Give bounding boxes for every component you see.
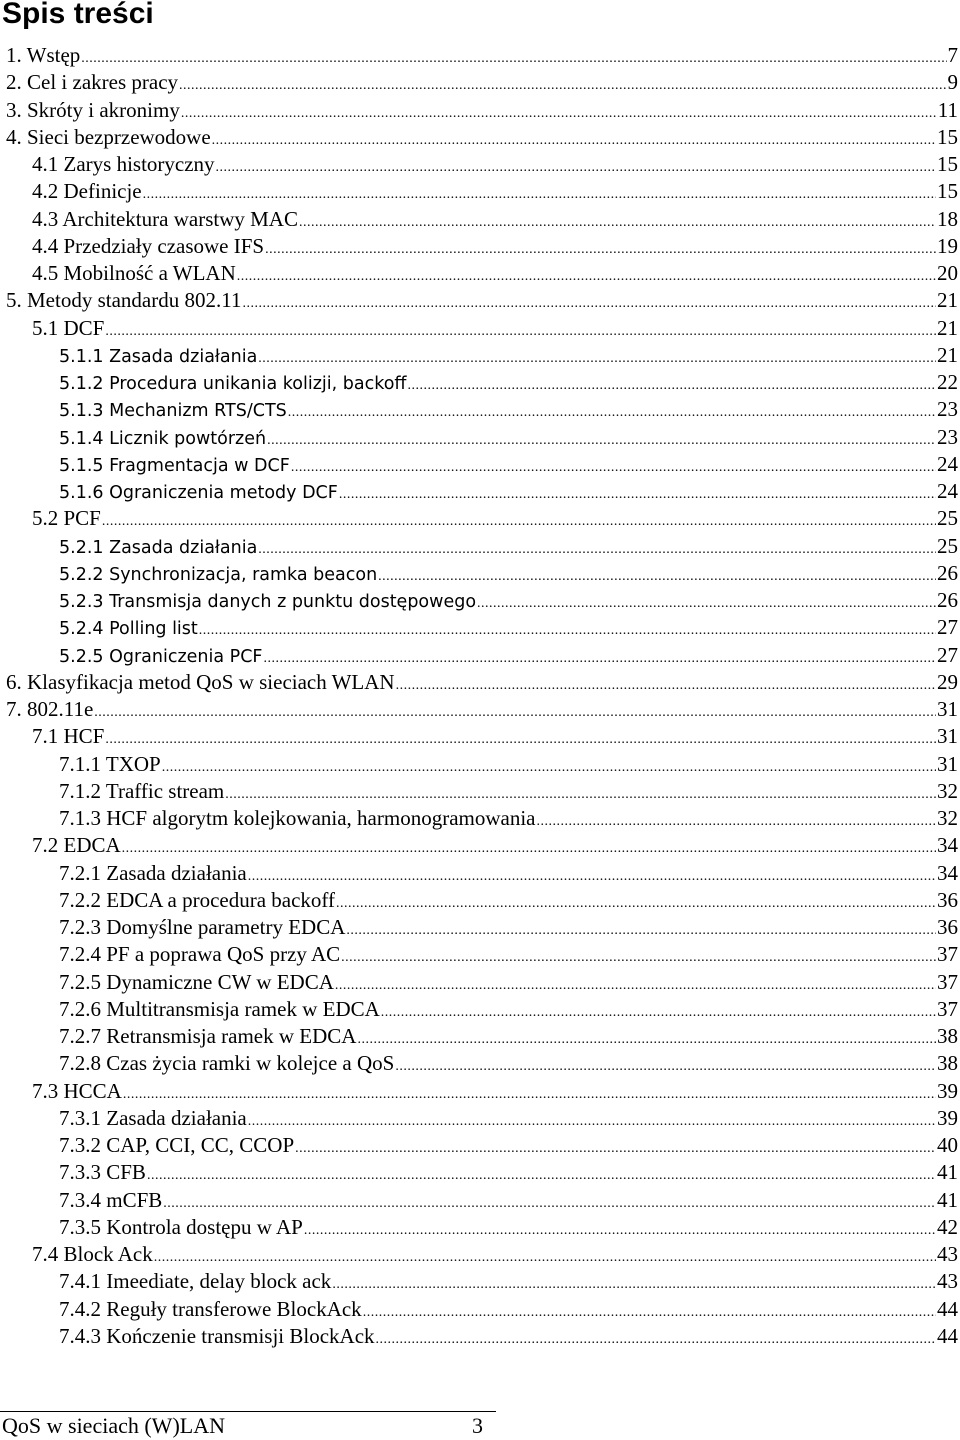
toc-entry[interactable] bbox=[0, 260, 960, 287]
toc-entry[interactable] bbox=[0, 369, 960, 396]
toc-dot-leader bbox=[378, 563, 936, 590]
toc-entry[interactable] bbox=[0, 751, 960, 778]
toc-entry-title: 7.3.1 Zasada działania bbox=[59, 1105, 247, 1130]
toc-entry-page: 37 bbox=[937, 942, 958, 967]
toc-entry-page: 42 bbox=[937, 1214, 958, 1239]
toc-entry[interactable] bbox=[0, 669, 960, 696]
toc-entry-page: 15 bbox=[937, 179, 958, 204]
toc-entry-title: 7.1.2 Traffic stream bbox=[59, 778, 225, 803]
toc-entry-page: 25 bbox=[937, 533, 958, 558]
toc-entry-page: 43 bbox=[937, 1269, 958, 1294]
toc-entry-page: 34 bbox=[937, 860, 958, 885]
toc-entry[interactable] bbox=[0, 69, 960, 96]
toc-entry[interactable] bbox=[0, 1159, 960, 1186]
toc-entry-title: 7.2.2 EDCA a procedura backoff bbox=[59, 887, 336, 912]
toc-entry-title: 7.3.5 Kontrola dostępu w AP bbox=[59, 1214, 303, 1239]
toc-entry-title: 5.1 DCF bbox=[32, 315, 105, 340]
toc-entry-title: 4.2 Definicje bbox=[32, 179, 142, 204]
toc-entry-title: 2. Cel i zakres pracy bbox=[6, 70, 179, 95]
toc-dot-leader bbox=[105, 318, 936, 345]
toc-dot-leader bbox=[199, 617, 936, 644]
toc-dot-leader bbox=[147, 1162, 936, 1189]
toc-dot-leader bbox=[267, 427, 936, 454]
toc-entry-page: 18 bbox=[937, 206, 958, 231]
toc-entry[interactable] bbox=[0, 778, 960, 805]
toc-entry-page: 9 bbox=[947, 70, 958, 95]
toc-dot-leader bbox=[396, 672, 936, 699]
toc-entry-page: 23 bbox=[937, 397, 958, 422]
toc-entry-title: 7.2.1 Zasada działania bbox=[59, 860, 247, 885]
toc-dot-leader bbox=[181, 100, 937, 127]
toc-entry-title: 7.4.2 Reguły transferowe BlockAck bbox=[59, 1296, 362, 1321]
toc-entry-page: 20 bbox=[937, 261, 958, 285]
toc-entry-page: 44 bbox=[937, 1296, 958, 1321]
toc-dot-leader bbox=[102, 508, 936, 535]
toc-entry-title: 7.2.7 Retransmisja ramek w EDCA bbox=[59, 1024, 357, 1048]
toc-dot-leader bbox=[288, 399, 936, 426]
toc-entry-title: 7.1 HCF bbox=[32, 724, 105, 749]
toc-entry[interactable] bbox=[0, 315, 960, 342]
toc-entry-page: 38 bbox=[937, 1024, 958, 1048]
toc-entry-title: 7.3.2 CAP, CCI, CC, CCOP bbox=[59, 1133, 295, 1157]
toc-entry-title: 5.1.4 Licznik powtórzeń bbox=[59, 428, 267, 449]
toc-entry[interactable] bbox=[0, 505, 960, 532]
footer-document-title: QoS w sieciach (W)LAN bbox=[2, 1413, 225, 1438]
toc-entry[interactable] bbox=[0, 151, 960, 178]
toc-entry[interactable] bbox=[0, 42, 960, 69]
toc-entry-title: 5.1.6 Ograniczenia metody DCF bbox=[59, 483, 338, 503]
toc-entry-title: 5.2.3 Transmisja danych z punktu dostępowego bbox=[59, 592, 477, 612]
toc-entry-page: 36 bbox=[937, 887, 958, 912]
toc-entry[interactable] bbox=[0, 233, 960, 260]
toc-entry[interactable] bbox=[0, 478, 960, 505]
toc-dot-leader bbox=[123, 1081, 936, 1108]
toc-entry[interactable] bbox=[0, 1214, 960, 1241]
toc-entry-page: 31 bbox=[937, 751, 958, 776]
toc-entry-page: 27 bbox=[937, 642, 958, 667]
toc-entry-title: 6. Klasyfikacja metod QoS w sieciach WLAN bbox=[6, 669, 395, 694]
toc-entry-title: 7.2.4 PF a poprawa QoS przy AC bbox=[59, 942, 341, 967]
toc-entry[interactable] bbox=[0, 887, 960, 914]
toc-entry[interactable] bbox=[0, 1105, 960, 1132]
toc-entry-page: 24 bbox=[937, 479, 958, 503]
toc-dot-leader bbox=[216, 154, 936, 181]
toc-dot-leader bbox=[248, 1108, 936, 1135]
toc-dot-leader bbox=[304, 1217, 936, 1244]
toc-entry-page: 38 bbox=[937, 1051, 958, 1076]
toc-entry-page: 15 bbox=[937, 152, 958, 176]
toc-entry-title: 5.1.5 Fragmentacja w DCF bbox=[59, 455, 290, 476]
toc-entry[interactable] bbox=[0, 533, 960, 560]
toc-dot-leader bbox=[376, 1326, 936, 1353]
toc-entry-page: 36 bbox=[937, 915, 958, 939]
toc-entry-title: 1. Wstęp bbox=[6, 43, 81, 67]
toc-entry[interactable] bbox=[0, 396, 960, 423]
toc-entry[interactable] bbox=[0, 969, 960, 996]
toc-entry[interactable] bbox=[0, 560, 960, 587]
toc-entry[interactable] bbox=[0, 342, 960, 369]
toc-entry[interactable] bbox=[0, 424, 960, 451]
toc-entry-title: 5.2.4 Polling list bbox=[59, 619, 198, 640]
toc-entry-title: 4.3 Architektura warstwy MAC bbox=[32, 206, 298, 231]
toc-entry-title: 5.1.3 Mechanizm RTS/CTS bbox=[59, 401, 287, 422]
toc-entry-title: 7.4 Block Ack bbox=[32, 1242, 153, 1266]
toc-entry-page: 41 bbox=[937, 1160, 958, 1185]
toc-entry-title: 5.2.1 Zasada działania bbox=[59, 537, 258, 558]
toc-entry[interactable] bbox=[0, 832, 960, 859]
toc-entry[interactable] bbox=[0, 287, 960, 314]
toc-entry-title: 4. Sieci bezprzewodowe bbox=[6, 124, 211, 149]
toc-entry[interactable] bbox=[0, 1296, 960, 1323]
toc-entry-page: 26 bbox=[937, 588, 958, 612]
toc-dot-leader bbox=[242, 290, 936, 317]
toc-entry-page: 32 bbox=[937, 806, 958, 830]
toc-entry-title: 7.4.1 Imeediate, delay block ack bbox=[59, 1269, 332, 1294]
toc-dot-leader bbox=[381, 999, 936, 1026]
toc-entry-title: 7.4.3 Kończenie transmisji BlockAck bbox=[59, 1323, 375, 1348]
toc-entry[interactable] bbox=[0, 97, 960, 124]
toc-entry[interactable] bbox=[0, 1241, 960, 1268]
toc-entry-page: 37 bbox=[937, 969, 958, 994]
toc-entry-page: 19 bbox=[937, 233, 958, 258]
toc-entry-title: 5.2.2 Synchronizacja, ramka beacon bbox=[59, 564, 378, 585]
toc-entry-page: 21 bbox=[937, 288, 958, 313]
toc-entry-page: 29 bbox=[937, 669, 958, 694]
toc-dot-leader bbox=[363, 1299, 936, 1326]
toc-dot-leader bbox=[299, 209, 936, 236]
toc-entry[interactable] bbox=[0, 451, 960, 478]
toc-entry[interactable] bbox=[0, 1132, 960, 1159]
toc-entry-title: 4.4 Przedziały czasowe IFS bbox=[32, 233, 265, 258]
toc-entry[interactable] bbox=[0, 178, 960, 205]
toc-dot-leader bbox=[265, 236, 936, 263]
toc-dot-leader bbox=[395, 1053, 936, 1080]
toc-entry-title: 3. Skróty i akronimy bbox=[6, 97, 180, 122]
toc-entry[interactable] bbox=[0, 1050, 960, 1077]
toc-dot-leader bbox=[248, 863, 936, 890]
toc-entry-page: 24 bbox=[937, 451, 958, 476]
toc-dot-leader bbox=[332, 1271, 936, 1298]
toc-entry-page: 32 bbox=[937, 778, 958, 803]
toc-entry[interactable] bbox=[0, 941, 960, 968]
toc-dot-leader bbox=[264, 645, 937, 672]
toc-dot-leader bbox=[258, 536, 936, 563]
toc-entry-title: 7.1.1 TXOP bbox=[59, 751, 161, 776]
toc-dot-leader bbox=[357, 1026, 936, 1053]
toc-dot-leader bbox=[291, 454, 936, 481]
toc-entry[interactable] bbox=[0, 996, 960, 1023]
toc-entry-page: 39 bbox=[937, 1105, 958, 1130]
toc-dot-leader bbox=[346, 917, 936, 944]
toc-entry-title: 7.1.3 HCF algorytm kolejkowania, harmonogramowania bbox=[59, 806, 536, 830]
toc-entry[interactable] bbox=[0, 642, 960, 669]
page-title: Spis treści bbox=[2, 0, 154, 30]
toc-dot-leader bbox=[335, 972, 936, 999]
toc-entry[interactable] bbox=[0, 124, 960, 151]
toc-dot-leader bbox=[237, 263, 936, 290]
toc-entry-page: 23 bbox=[937, 424, 958, 449]
footer-page-number: 3 bbox=[472, 1413, 483, 1438]
toc-entry-title: 7. 802.11e bbox=[6, 697, 94, 721]
toc-entry[interactable] bbox=[0, 914, 960, 941]
toc-entry-page: 34 bbox=[937, 833, 958, 858]
toc-entry-title: 5. Metody standardu 802.11 bbox=[6, 288, 242, 313]
toc-entry[interactable] bbox=[0, 1078, 960, 1105]
toc-entry-title: 7.2 EDCA bbox=[32, 833, 121, 858]
toc-dot-leader bbox=[258, 345, 936, 372]
toc-entry-page: 21 bbox=[937, 315, 958, 340]
toc-entry[interactable] bbox=[0, 805, 960, 832]
toc-dot-leader bbox=[341, 944, 936, 971]
toc-entry-page: 39 bbox=[937, 1078, 958, 1103]
toc-entry[interactable] bbox=[0, 614, 960, 641]
toc-dot-leader bbox=[154, 1244, 936, 1271]
toc-entry[interactable] bbox=[0, 206, 960, 233]
toc-dot-leader bbox=[81, 45, 946, 72]
toc-entry-page: 44 bbox=[937, 1323, 958, 1348]
toc-entry-title: 7.2.5 Dynamiczne CW w EDCA bbox=[59, 969, 334, 994]
toc-entry-title: 7.3 HCCA bbox=[32, 1078, 122, 1103]
toc-entry[interactable] bbox=[0, 1187, 960, 1214]
toc-entry-page: 37 bbox=[937, 996, 958, 1021]
toc-entry-title: 7.3.4 mCFB bbox=[59, 1187, 163, 1212]
toc-entry[interactable] bbox=[0, 1323, 960, 1350]
toc-entry-title: 4.5 Mobilność a WLAN bbox=[32, 261, 236, 285]
toc-entry-page: 15 bbox=[937, 124, 958, 149]
toc-entry-page: 31 bbox=[937, 724, 958, 749]
toc-entry-title: 5.2 PCF bbox=[32, 506, 101, 531]
table-of-contents bbox=[0, 42, 960, 1350]
toc-dot-leader bbox=[94, 699, 936, 726]
toc-entry-page: 21 bbox=[937, 342, 958, 367]
toc-dot-leader bbox=[336, 890, 936, 917]
toc-dot-leader bbox=[477, 590, 936, 617]
toc-entry[interactable] bbox=[0, 587, 960, 614]
toc-entry-page: 41 bbox=[937, 1187, 958, 1212]
toc-dot-leader bbox=[537, 808, 937, 835]
toc-entry-title: 7.2.6 Multitransmisja ramek w EDCA bbox=[59, 996, 380, 1021]
toc-dot-leader bbox=[163, 1190, 936, 1217]
toc-dot-leader bbox=[295, 1135, 936, 1162]
toc-entry[interactable] bbox=[0, 1023, 960, 1050]
toc-entry[interactable] bbox=[0, 1268, 960, 1295]
toc-dot-leader bbox=[122, 835, 936, 862]
toc-entry-page: 43 bbox=[937, 1242, 958, 1266]
toc-dot-leader bbox=[225, 781, 936, 808]
toc-entry-title: 4.1 Zarys historyczny bbox=[32, 152, 215, 176]
toc-entry-title: 5.2.5 Ograniczenia PCF bbox=[59, 646, 263, 667]
toc-entry-title: 7.2.8 Czas życia ramki w kolejce a QoS bbox=[59, 1051, 395, 1076]
toc-entry-page: 27 bbox=[937, 615, 958, 640]
toc-entry[interactable] bbox=[0, 696, 960, 723]
toc-entry-title: 7.3.3 CFB bbox=[59, 1160, 146, 1185]
toc-entry-title: 5.1.1 Zasada działania bbox=[59, 346, 258, 367]
toc-entry-page: 40 bbox=[937, 1133, 958, 1157]
toc-entry-page: 11 bbox=[937, 97, 958, 122]
toc-entry-page: 26 bbox=[937, 560, 958, 585]
toc-dot-leader bbox=[339, 481, 936, 508]
toc-dot-leader bbox=[212, 127, 936, 154]
footer-divider bbox=[0, 1411, 496, 1412]
toc-entry[interactable] bbox=[0, 860, 960, 887]
toc-entry-page: 22 bbox=[937, 370, 958, 394]
toc-entry-title: 5.1.2 Procedura unikania kolizji, backoff bbox=[59, 374, 407, 394]
toc-dot-leader bbox=[143, 181, 936, 208]
toc-dot-leader bbox=[105, 726, 936, 753]
toc-entry-page: 25 bbox=[937, 506, 958, 531]
toc-dot-leader bbox=[162, 754, 936, 781]
toc-dot-leader bbox=[179, 72, 946, 99]
toc-entry[interactable] bbox=[0, 723, 960, 750]
toc-entry-title: 7.2.3 Domyślne parametry EDCA bbox=[59, 915, 346, 939]
toc-dot-leader bbox=[407, 372, 936, 399]
toc-entry-page: 31 bbox=[937, 697, 958, 721]
toc-entry-page: 7 bbox=[947, 43, 958, 67]
